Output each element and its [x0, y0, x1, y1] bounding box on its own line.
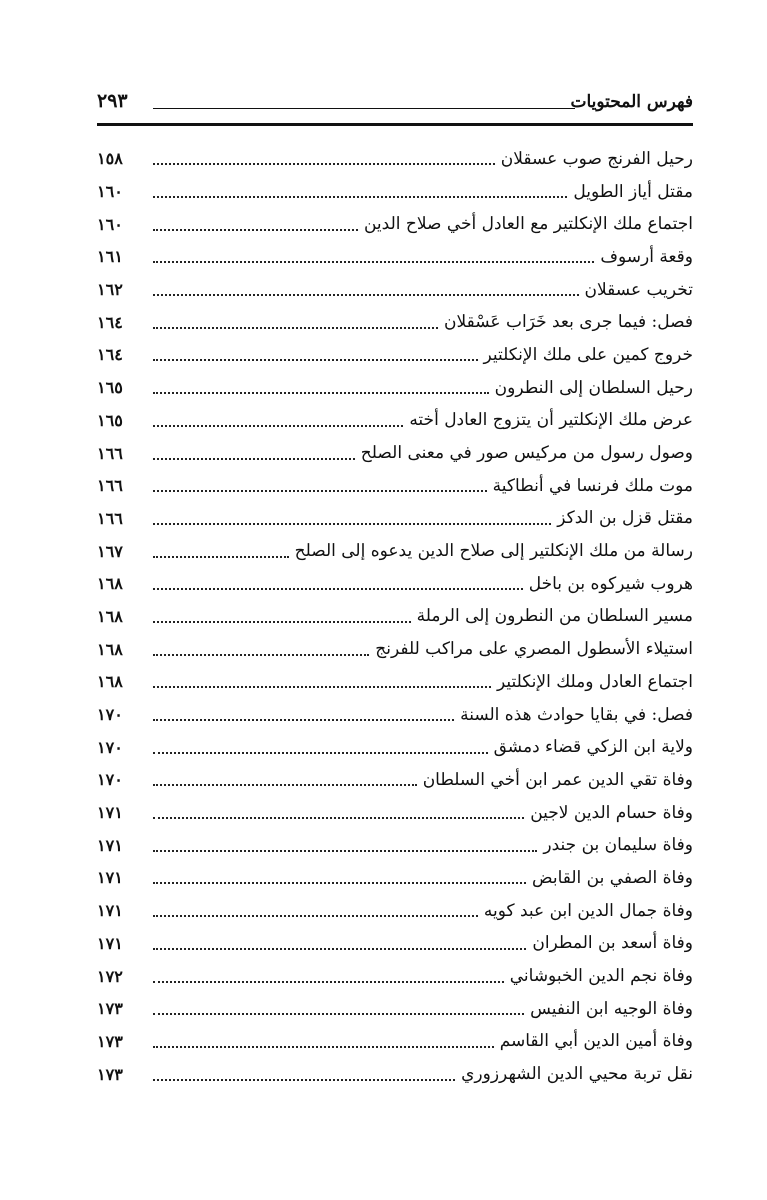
toc-entry-title: عرض ملك الإنكلتير أن يتزوج العادل أخته [409, 410, 693, 431]
toc-entry-title: اجتماع العادل وملك الإنكلتير [496, 671, 693, 692]
toc-entry-title: فصل: في بقايا حوادث هذه السنة [460, 704, 693, 725]
dot-leader [153, 163, 495, 165]
toc-entry-title: تخريب عسقلان [584, 279, 693, 300]
dot-leader [153, 523, 551, 525]
table-of-contents [97, 143, 693, 1091]
toc-entry [97, 306, 693, 339]
dot-leader [153, 1046, 494, 1048]
toc-entry [97, 862, 693, 895]
toc-entry-title: استيلاء الأسطول المصري على مراكب للفرنج [375, 639, 693, 660]
toc-entry [97, 208, 693, 241]
toc-entry-page: ١٧٢ [97, 966, 123, 986]
toc-entry-page: ١٦٧ [97, 541, 123, 561]
toc-entry [97, 633, 693, 666]
header-rule [97, 123, 693, 126]
toc-entry [97, 176, 693, 209]
dot-leader [153, 556, 289, 558]
toc-entry-page: ١٧١ [97, 835, 123, 855]
toc-entry [97, 339, 693, 372]
dot-leader [153, 229, 358, 231]
toc-entry-page: ١٥٨ [97, 149, 123, 169]
header-divider-line [153, 108, 575, 109]
toc-entry-page: ١٦٨ [97, 606, 123, 626]
toc-entry [97, 764, 693, 797]
toc-entry-page: ١٦٨ [97, 574, 123, 594]
toc-entry-title: وفاة الصفي بن القابض [532, 867, 693, 888]
toc-entry-page: ١٦٥ [97, 378, 123, 398]
dot-leader [153, 327, 438, 329]
dot-leader [153, 392, 489, 394]
running-header [97, 86, 693, 122]
dot-leader [153, 850, 537, 852]
toc-entry-page: ١٧٣ [97, 1064, 123, 1084]
toc-entry [97, 829, 693, 862]
dot-leader [153, 621, 411, 623]
dot-leader [153, 359, 478, 361]
toc-entry-page: ١٦٢ [97, 280, 123, 300]
toc-entry-page: ١٧٠ [97, 705, 123, 725]
dot-leader [153, 752, 488, 754]
toc-entry-title: خروج كمين على ملك الإنكلتير [483, 344, 693, 365]
toc-entry [97, 699, 693, 732]
toc-entry-page: ١٦٤ [97, 345, 123, 365]
toc-entry-title: وصول رسول من مركيس صور في معنى الصلح [360, 443, 693, 464]
dot-leader [153, 1079, 455, 1081]
toc-entry-title: وفاة جمال الدين ابن عبد كويه [483, 900, 693, 921]
toc-entry-page: ١٦٥ [97, 410, 123, 430]
toc-entry-title: مسير السلطان من النطرون إلى الرملة [416, 606, 693, 627]
toc-entry-page: ١٧٣ [97, 999, 123, 1019]
toc-entry [97, 731, 693, 764]
toc-entry-title: وفاة الوجيه ابن النفيس [530, 998, 693, 1019]
dot-leader [153, 882, 526, 884]
dot-leader [153, 1013, 524, 1015]
dot-leader [153, 981, 504, 983]
dot-leader [153, 817, 524, 819]
toc-entry [97, 535, 693, 568]
toc-entry-page: ١٧١ [97, 868, 123, 888]
toc-entry-page: ١٧٠ [97, 770, 123, 790]
toc-entry-title: وقعة أرسوف [600, 246, 693, 267]
toc-entry-page: ١٧٠ [97, 737, 123, 757]
dot-leader [153, 588, 523, 590]
toc-entry [97, 895, 693, 928]
toc-entry-page: ١٦١ [97, 247, 123, 267]
toc-entry-page: ١٦٦ [97, 443, 123, 463]
toc-entry-title: رحيل السلطان إلى النطرون [494, 377, 693, 398]
dot-leader [153, 490, 487, 492]
toc-entry-title: هروب شيركوه بن باخل [528, 573, 693, 594]
toc-entry [97, 993, 693, 1026]
toc-entry-page: ١٧٣ [97, 1031, 123, 1051]
dot-leader [153, 686, 491, 688]
toc-entry-title: ولاية ابن الزكي قضاء دمشق [493, 737, 693, 758]
toc-entry-page: ١٧١ [97, 901, 123, 921]
toc-entry [97, 470, 693, 503]
toc-entry-title: وفاة نجم الدين الخبوشاني [509, 966, 693, 987]
toc-entry-page: ١٦٠ [97, 214, 123, 234]
dot-leader [153, 915, 478, 917]
toc-entry-title: وفاة أمين الدين أبي القاسم [499, 1031, 693, 1052]
header-page-number: ٢٩٣ [97, 90, 128, 112]
toc-entry [97, 241, 693, 274]
dot-leader [153, 948, 526, 950]
toc-entry [97, 437, 693, 470]
toc-entry [97, 1058, 693, 1091]
dot-leader [153, 719, 454, 721]
toc-entry-page: ١٧١ [97, 933, 123, 953]
toc-entry [97, 960, 693, 993]
toc-entry-page: ١٦٠ [97, 182, 123, 202]
toc-entry-title: موت ملك فرنسا في أنطاكية [492, 475, 693, 496]
toc-entry-title: فصل: فيما جرى بعد خَرَاب عَسْقلان [444, 312, 693, 333]
dot-leader [153, 784, 417, 786]
toc-entry-page: ١٧١ [97, 803, 123, 823]
dot-leader [153, 196, 567, 198]
toc-entry-title: مقتل قزل بن الدكز [557, 508, 693, 529]
toc-entry [97, 405, 693, 438]
toc-entry-title: اجتماع ملك الإنكلتير مع العادل أخي صلاح الدين [363, 214, 693, 235]
toc-entry-title: مقتل أياز الطويل [573, 181, 693, 202]
toc-entry [97, 143, 693, 176]
dot-leader [153, 261, 594, 263]
toc-entry-title: وفاة سليمان بن جندر [543, 835, 693, 856]
toc-entry [97, 666, 693, 699]
toc-entry-title: نقل تربة محيي الدين الشهرزوري [461, 1064, 693, 1085]
toc-entry-title: وفاة حسام الدين لاجين [530, 802, 693, 823]
toc-entry-page: ١٦٦ [97, 508, 123, 528]
toc-entry [97, 503, 693, 536]
toc-entry-title: وفاة تقي الدين عمر ابن أخي السلطان [422, 769, 693, 790]
toc-entry-page: ١٦٦ [97, 476, 123, 496]
toc-entry [97, 797, 693, 830]
dot-leader [153, 425, 403, 427]
toc-entry [97, 568, 693, 601]
toc-entry-title: رسالة من ملك الإنكلتير إلى صلاح الدين يدعوه إلى الصلح [294, 541, 693, 562]
dot-leader [153, 458, 355, 460]
toc-entry [97, 928, 693, 961]
toc-entry-page: ١٦٨ [97, 672, 123, 692]
header-title: فهرس المحتويات [570, 92, 693, 112]
dot-leader [153, 294, 579, 296]
toc-entry-title: رحيل الفرنج صوب عسقلان [500, 148, 693, 169]
toc-entry-title: وفاة أسعد بن المطران [532, 933, 693, 954]
dot-leader [153, 654, 369, 656]
toc-entry-page: ١٦٨ [97, 639, 123, 659]
toc-entry [97, 601, 693, 634]
toc-entry [97, 274, 693, 307]
toc-entry [97, 1026, 693, 1059]
toc-entry-page: ١٦٤ [97, 312, 123, 332]
toc-entry [97, 372, 693, 405]
